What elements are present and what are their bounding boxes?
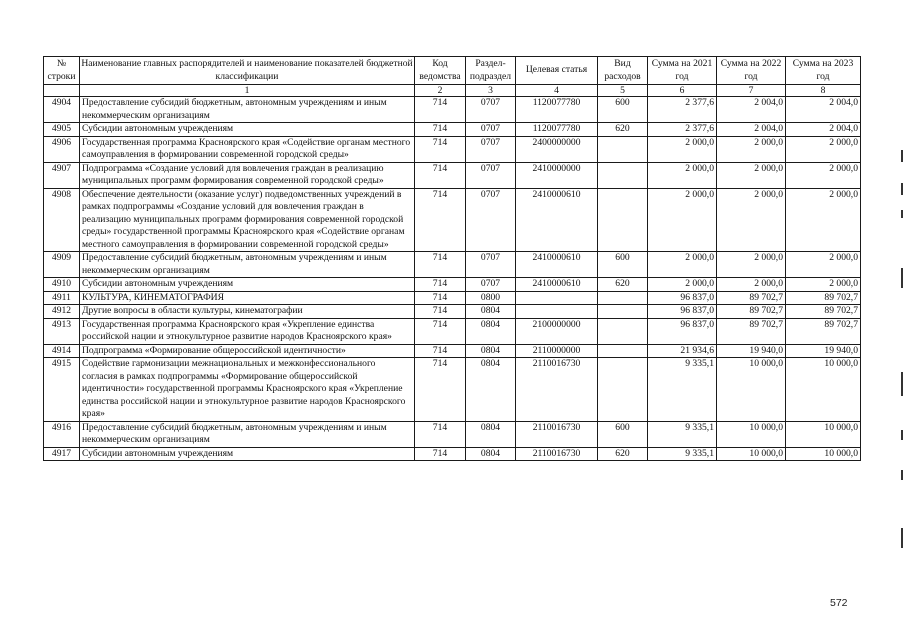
section-cell: 0804	[466, 344, 516, 358]
scan-edge-mark	[901, 210, 903, 218]
sum-2022-cell: 2 000,0	[717, 136, 786, 162]
scan-edge-mark	[901, 372, 903, 396]
dept-code-cell: 714	[415, 318, 466, 344]
section-cell: 0707	[466, 162, 516, 188]
sum-2022-cell: 89 702,7	[717, 318, 786, 344]
sum-2021-cell: 2 377,6	[648, 97, 717, 123]
row-number-cell: 4911	[44, 291, 80, 305]
sum-2023-cell: 2 000,0	[786, 188, 861, 252]
sum-2021-cell: 96 837,0	[648, 291, 717, 305]
table-body	[44, 97, 861, 461]
row-number-cell: 4907	[44, 162, 80, 188]
sum-2021-cell: 9 335,1	[648, 421, 717, 447]
section-cell: 0804	[466, 447, 516, 461]
target-article-cell: 1120077780	[516, 123, 598, 137]
expense-type-cell: 620	[598, 278, 648, 292]
row-name-cell: Подпрограмма «Формирование общероссийской идентичности»	[80, 344, 415, 358]
scan-edge-mark	[901, 268, 903, 288]
row-number-cell: 4910	[44, 278, 80, 292]
row-number-cell: 4904	[44, 97, 80, 123]
expense-type-cell	[598, 136, 648, 162]
section-cell: 0804	[466, 318, 516, 344]
sum-2023-cell: 10 000,0	[786, 447, 861, 461]
dept-code-cell: 714	[415, 421, 466, 447]
target-article-cell: 2410000000	[516, 162, 598, 188]
section-cell: 0800	[466, 291, 516, 305]
sum-2023-cell: 2 000,0	[786, 278, 861, 292]
column-number: 6	[648, 85, 717, 97]
table-row	[44, 318, 861, 344]
header-sum-2021: Сумма на 2021 год	[648, 57, 717, 85]
row-name-cell: Предоставление субсидий бюджетным, автономным учреждениям и иным некоммерческим организациям	[80, 252, 415, 278]
section-cell: 0804	[466, 305, 516, 319]
expense-type-cell	[598, 305, 648, 319]
row-name-cell: Другие вопросы в области культуры, кинематографии	[80, 305, 415, 319]
expense-type-cell: 600	[598, 252, 648, 278]
expense-type-cell	[598, 162, 648, 188]
sum-2021-cell: 2 000,0	[648, 162, 717, 188]
target-article-cell: 2110016730	[516, 358, 598, 422]
section-cell: 0707	[466, 97, 516, 123]
budget-table	[43, 56, 861, 461]
row-name-cell: Субсидии автономным учреждениям	[80, 123, 415, 137]
sum-2023-cell: 89 702,7	[786, 291, 861, 305]
sum-2022-cell: 2 000,0	[717, 162, 786, 188]
table-row	[44, 252, 861, 278]
row-name-cell: Государственная программа Красноярского края «Укрепление единства российской нации и этнокультурное развитие народов Красноярского края»	[80, 318, 415, 344]
expense-type-cell: 620	[598, 123, 648, 137]
sum-2022-cell: 2 000,0	[717, 278, 786, 292]
dept-code-cell: 714	[415, 344, 466, 358]
table-row	[44, 136, 861, 162]
sum-2021-cell: 2 000,0	[648, 188, 717, 252]
target-article-cell: 2400000000	[516, 136, 598, 162]
dept-code-cell: 714	[415, 136, 466, 162]
sum-2021-cell: 2 000,0	[648, 252, 717, 278]
scan-edge-mark	[901, 150, 903, 162]
dept-code-cell: 714	[415, 278, 466, 292]
sum-2023-cell: 10 000,0	[786, 358, 861, 422]
column-number: 5	[598, 85, 648, 97]
section-cell: 0804	[466, 421, 516, 447]
section-cell: 0707	[466, 188, 516, 252]
sum-2022-cell: 10 000,0	[717, 421, 786, 447]
column-number: 4	[516, 85, 598, 97]
table-row	[44, 291, 861, 305]
table-row	[44, 123, 861, 137]
header-name: Наименование главных распорядителей и наименование показателей бюджетной классификации	[80, 57, 415, 85]
dept-code-cell: 714	[415, 97, 466, 123]
expense-type-cell: 620	[598, 447, 648, 461]
sum-2023-cell: 89 702,7	[786, 318, 861, 344]
table-row	[44, 162, 861, 188]
dept-code-cell: 714	[415, 305, 466, 319]
sum-2021-cell: 96 837,0	[648, 318, 717, 344]
row-number-cell: 4915	[44, 358, 80, 422]
target-article-cell: 2410000610	[516, 188, 598, 252]
section-cell: 0707	[466, 278, 516, 292]
table-header-row	[44, 57, 861, 85]
sum-2023-cell: 2 004,0	[786, 123, 861, 137]
target-article-cell	[516, 305, 598, 319]
header-expense-type: Вид расходов	[598, 57, 648, 85]
row-name-cell: Обеспечение деятельности (оказание услуг) подведомственных учреждений в рамках подпрограммы «Создание условий для вовлечения граждан в реализацию муниципальных программ формирования современной городской среды» государственной программы Красноярского края «Содействие органам местного самоуправления в формировании современной городской среды»	[80, 188, 415, 252]
row-name-cell: Субсидии автономным учреждениям	[80, 278, 415, 292]
dept-code-cell: 714	[415, 123, 466, 137]
target-article-cell	[516, 291, 598, 305]
dept-code-cell: 714	[415, 188, 466, 252]
sum-2022-cell: 89 702,7	[717, 305, 786, 319]
sum-2023-cell: 89 702,7	[786, 305, 861, 319]
sum-2022-cell: 2 004,0	[717, 97, 786, 123]
column-number: 2	[415, 85, 466, 97]
scan-edge-mark	[901, 430, 903, 440]
target-article-cell: 2110016730	[516, 421, 598, 447]
row-number-cell: 4913	[44, 318, 80, 344]
table-row	[44, 358, 861, 422]
table-row	[44, 421, 861, 447]
row-name-cell: Субсидии автономным учреждениям	[80, 447, 415, 461]
row-name-cell: Государственная программа Красноярского края «Содействие органам местного самоуправления в формировании современной городской среды»	[80, 136, 415, 162]
sum-2021-cell: 9 335,1	[648, 447, 717, 461]
row-name-cell: Подпрограмма «Создание условий для вовлечения граждан в реализацию муниципальных программ формирования современной городской среды»	[80, 162, 415, 188]
section-cell: 0707	[466, 123, 516, 137]
target-article-cell: 2410000610	[516, 278, 598, 292]
sum-2021-cell: 2 377,6	[648, 123, 717, 137]
expense-type-cell	[598, 318, 648, 344]
sum-2022-cell: 89 702,7	[717, 291, 786, 305]
table-row	[44, 447, 861, 461]
dept-code-cell: 714	[415, 291, 466, 305]
target-article-cell: 2410000610	[516, 252, 598, 278]
target-article-cell: 1120077780	[516, 97, 598, 123]
sum-2022-cell: 10 000,0	[717, 358, 786, 422]
target-article-cell: 2110016730	[516, 447, 598, 461]
column-number: 8	[786, 85, 861, 97]
expense-type-cell	[598, 291, 648, 305]
table-row	[44, 188, 861, 252]
header-row-no: № строки	[44, 57, 80, 85]
row-number-cell: 4912	[44, 305, 80, 319]
sum-2021-cell: 21 934,6	[648, 344, 717, 358]
sum-2023-cell: 10 000,0	[786, 421, 861, 447]
dept-code-cell: 714	[415, 252, 466, 278]
row-number-cell: 4905	[44, 123, 80, 137]
sum-2021-cell: 2 000,0	[648, 278, 717, 292]
section-cell: 0804	[466, 358, 516, 422]
sum-2023-cell: 2 000,0	[786, 162, 861, 188]
sum-2021-cell: 2 000,0	[648, 136, 717, 162]
page-number: 572	[830, 597, 848, 609]
sum-2023-cell: 2 004,0	[786, 97, 861, 123]
row-number-cell: 4914	[44, 344, 80, 358]
scan-edge-mark	[901, 528, 903, 548]
column-number	[44, 85, 80, 97]
sum-2022-cell: 10 000,0	[717, 447, 786, 461]
header-dept-code: Код ведомства	[415, 57, 466, 85]
table-row	[44, 344, 861, 358]
header-target: Целевая статья	[516, 57, 598, 85]
dept-code-cell: 714	[415, 447, 466, 461]
row-name-cell: Предоставление субсидий бюджетным, автономным учреждениям и иным некоммерческим организациям	[80, 97, 415, 123]
header-sum-2023: Сумма на 2023 год	[786, 57, 861, 85]
sum-2023-cell: 19 940,0	[786, 344, 861, 358]
row-number-cell: 4917	[44, 447, 80, 461]
table-row	[44, 97, 861, 123]
sum-2021-cell: 9 335,1	[648, 358, 717, 422]
expense-type-cell	[598, 344, 648, 358]
target-article-cell: 2100000000	[516, 318, 598, 344]
column-number: 7	[717, 85, 786, 97]
section-cell: 0707	[466, 136, 516, 162]
header-section: Раздел-подраздел	[466, 57, 516, 85]
header-sum-2022: Сумма на 2022 год	[717, 57, 786, 85]
expense-type-cell	[598, 188, 648, 252]
row-name-cell: Содействие гармонизации межнациональных и межконфессионального согласия в рамках подпрограммы «Формирование общероссийской идентичности» государственной программы Красноярского края «Укрепление единства российской нации и этнокультурное развитие народов Красноярского края»	[80, 358, 415, 422]
sum-2022-cell: 2 000,0	[717, 188, 786, 252]
column-number: 3	[466, 85, 516, 97]
row-number-cell: 4908	[44, 188, 80, 252]
target-article-cell: 2110000000	[516, 344, 598, 358]
scan-edge-mark	[901, 470, 903, 480]
sum-2022-cell: 19 940,0	[717, 344, 786, 358]
expense-type-cell: 600	[598, 421, 648, 447]
expense-type-cell: 600	[598, 97, 648, 123]
scan-edge-mark	[901, 183, 903, 195]
column-number-row	[44, 85, 861, 97]
dept-code-cell: 714	[415, 162, 466, 188]
row-number-cell: 4906	[44, 136, 80, 162]
dept-code-cell: 714	[415, 358, 466, 422]
sum-2022-cell: 2 004,0	[717, 123, 786, 137]
expense-type-cell	[598, 358, 648, 422]
sum-2022-cell: 2 000,0	[717, 252, 786, 278]
table-row	[44, 305, 861, 319]
row-name-cell: КУЛЬТУРА, КИНЕМАТОГРАФИЯ	[80, 291, 415, 305]
section-cell: 0707	[466, 252, 516, 278]
sum-2021-cell: 96 837,0	[648, 305, 717, 319]
row-number-cell: 4916	[44, 421, 80, 447]
sum-2023-cell: 2 000,0	[786, 252, 861, 278]
column-number: 1	[80, 85, 415, 97]
table-row	[44, 278, 861, 292]
row-name-cell: Предоставление субсидий бюджетным, автономным учреждениям и иным некоммерческим организациям	[80, 421, 415, 447]
sum-2023-cell: 2 000,0	[786, 136, 861, 162]
row-number-cell: 4909	[44, 252, 80, 278]
